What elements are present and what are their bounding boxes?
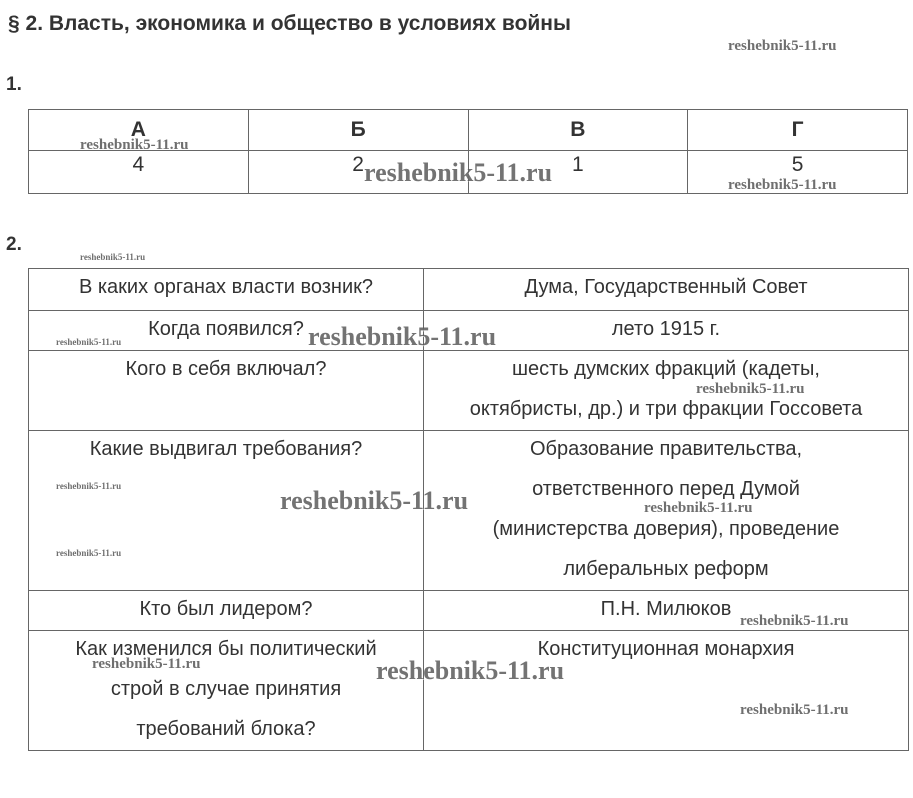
answer-cell: [424, 351, 909, 431]
watermark: reshebnik5-11.ru: [80, 252, 146, 262]
answer-cell: [424, 311, 909, 351]
header-cell-v: В: [468, 110, 688, 151]
watermark: reshebnik5-11.ru: [92, 656, 201, 672]
table-row: [29, 431, 909, 591]
table-row: [29, 269, 909, 311]
question-cell: [29, 631, 424, 751]
answer-cell: [424, 591, 909, 631]
question-text: Кто был лидером?: [139, 598, 313, 620]
question-text: требований блока?: [136, 718, 316, 740]
watermark: reshebnik5-11.ru: [728, 38, 837, 54]
watermark: reshebnik5-11.ru: [740, 702, 849, 718]
answer-text: шесть думских фракций (кадеты,: [512, 358, 820, 380]
question-cell: [29, 269, 424, 311]
watermark: reshebnik5-11.ru: [376, 656, 565, 685]
header-cell-g: Г: [688, 110, 908, 151]
table-row: [29, 311, 909, 351]
question-text: Какие выдвигал требования?: [89, 438, 363, 460]
value-cell-v: 1: [468, 151, 688, 194]
task-1-number: 1.: [6, 74, 22, 95]
answer-text: П.Н. Милюков: [600, 598, 732, 620]
table-row: [29, 591, 909, 631]
watermark: reshebnik5-11.ru: [56, 548, 122, 558]
header-cell-a: А: [29, 110, 249, 151]
answer-cell: [424, 631, 909, 751]
answer-text: Дума, Государственный Совет: [524, 276, 808, 298]
question-text: строй в случае принятия: [110, 678, 342, 700]
table-row: [29, 351, 909, 431]
watermark: reshebnik5-11.ru: [740, 613, 849, 629]
question-text: Кого в себя включал?: [125, 358, 327, 380]
answer-cell: [424, 431, 909, 591]
task-2-table: [28, 268, 909, 751]
answer-cell: [424, 269, 909, 311]
section-heading: § 2. Власть, экономика и общество в условиях войны: [8, 12, 571, 35]
answer-text: лето 1915 г.: [611, 318, 721, 340]
answer-text: либеральных реформ: [563, 558, 769, 580]
watermark: reshebnik5-11.ru: [308, 322, 497, 351]
value-cell-g: 5: [688, 151, 908, 194]
answer-text: (министерства доверия), проведение: [492, 518, 840, 540]
answer-text: октябристы, др.) и три фракции Госсовета: [469, 398, 863, 420]
table-row: [29, 631, 909, 751]
question-cell: [29, 351, 424, 431]
watermark: reshebnik5-11.ru: [728, 177, 837, 193]
table-values-row: [29, 151, 908, 194]
watermark: reshebnik5-11.ru: [280, 486, 469, 515]
watermark: reshebnik5-11.ru: [80, 137, 189, 153]
answer-text: ответственного перед Думой: [532, 478, 800, 500]
question-text: Когда появился?: [148, 318, 304, 340]
watermark: reshebnik5-11.ru: [644, 500, 753, 516]
watermark: reshebnik5-11.ru: [56, 337, 122, 347]
value-cell-b: 2: [248, 151, 468, 194]
question-cell: [29, 431, 424, 591]
question-cell: [29, 591, 424, 631]
watermark: reshebnik5-11.ru: [364, 158, 553, 187]
table-header-row: [29, 110, 908, 151]
question-cell: [29, 311, 424, 351]
question-text: В каких органах власти возник?: [78, 276, 374, 298]
watermark: reshebnik5-11.ru: [56, 481, 122, 491]
header-cell-b: Б: [248, 110, 468, 151]
watermark: reshebnik5-11.ru: [696, 381, 805, 397]
task-2-number: 2.: [6, 234, 22, 255]
answer-text: Конституционная монархия: [537, 638, 795, 660]
value-cell-a: 4: [29, 151, 249, 194]
task-1-table: [28, 109, 908, 194]
answer-text: Образование правительства,: [529, 438, 803, 460]
question-text: Как изменился бы политический: [75, 638, 377, 660]
